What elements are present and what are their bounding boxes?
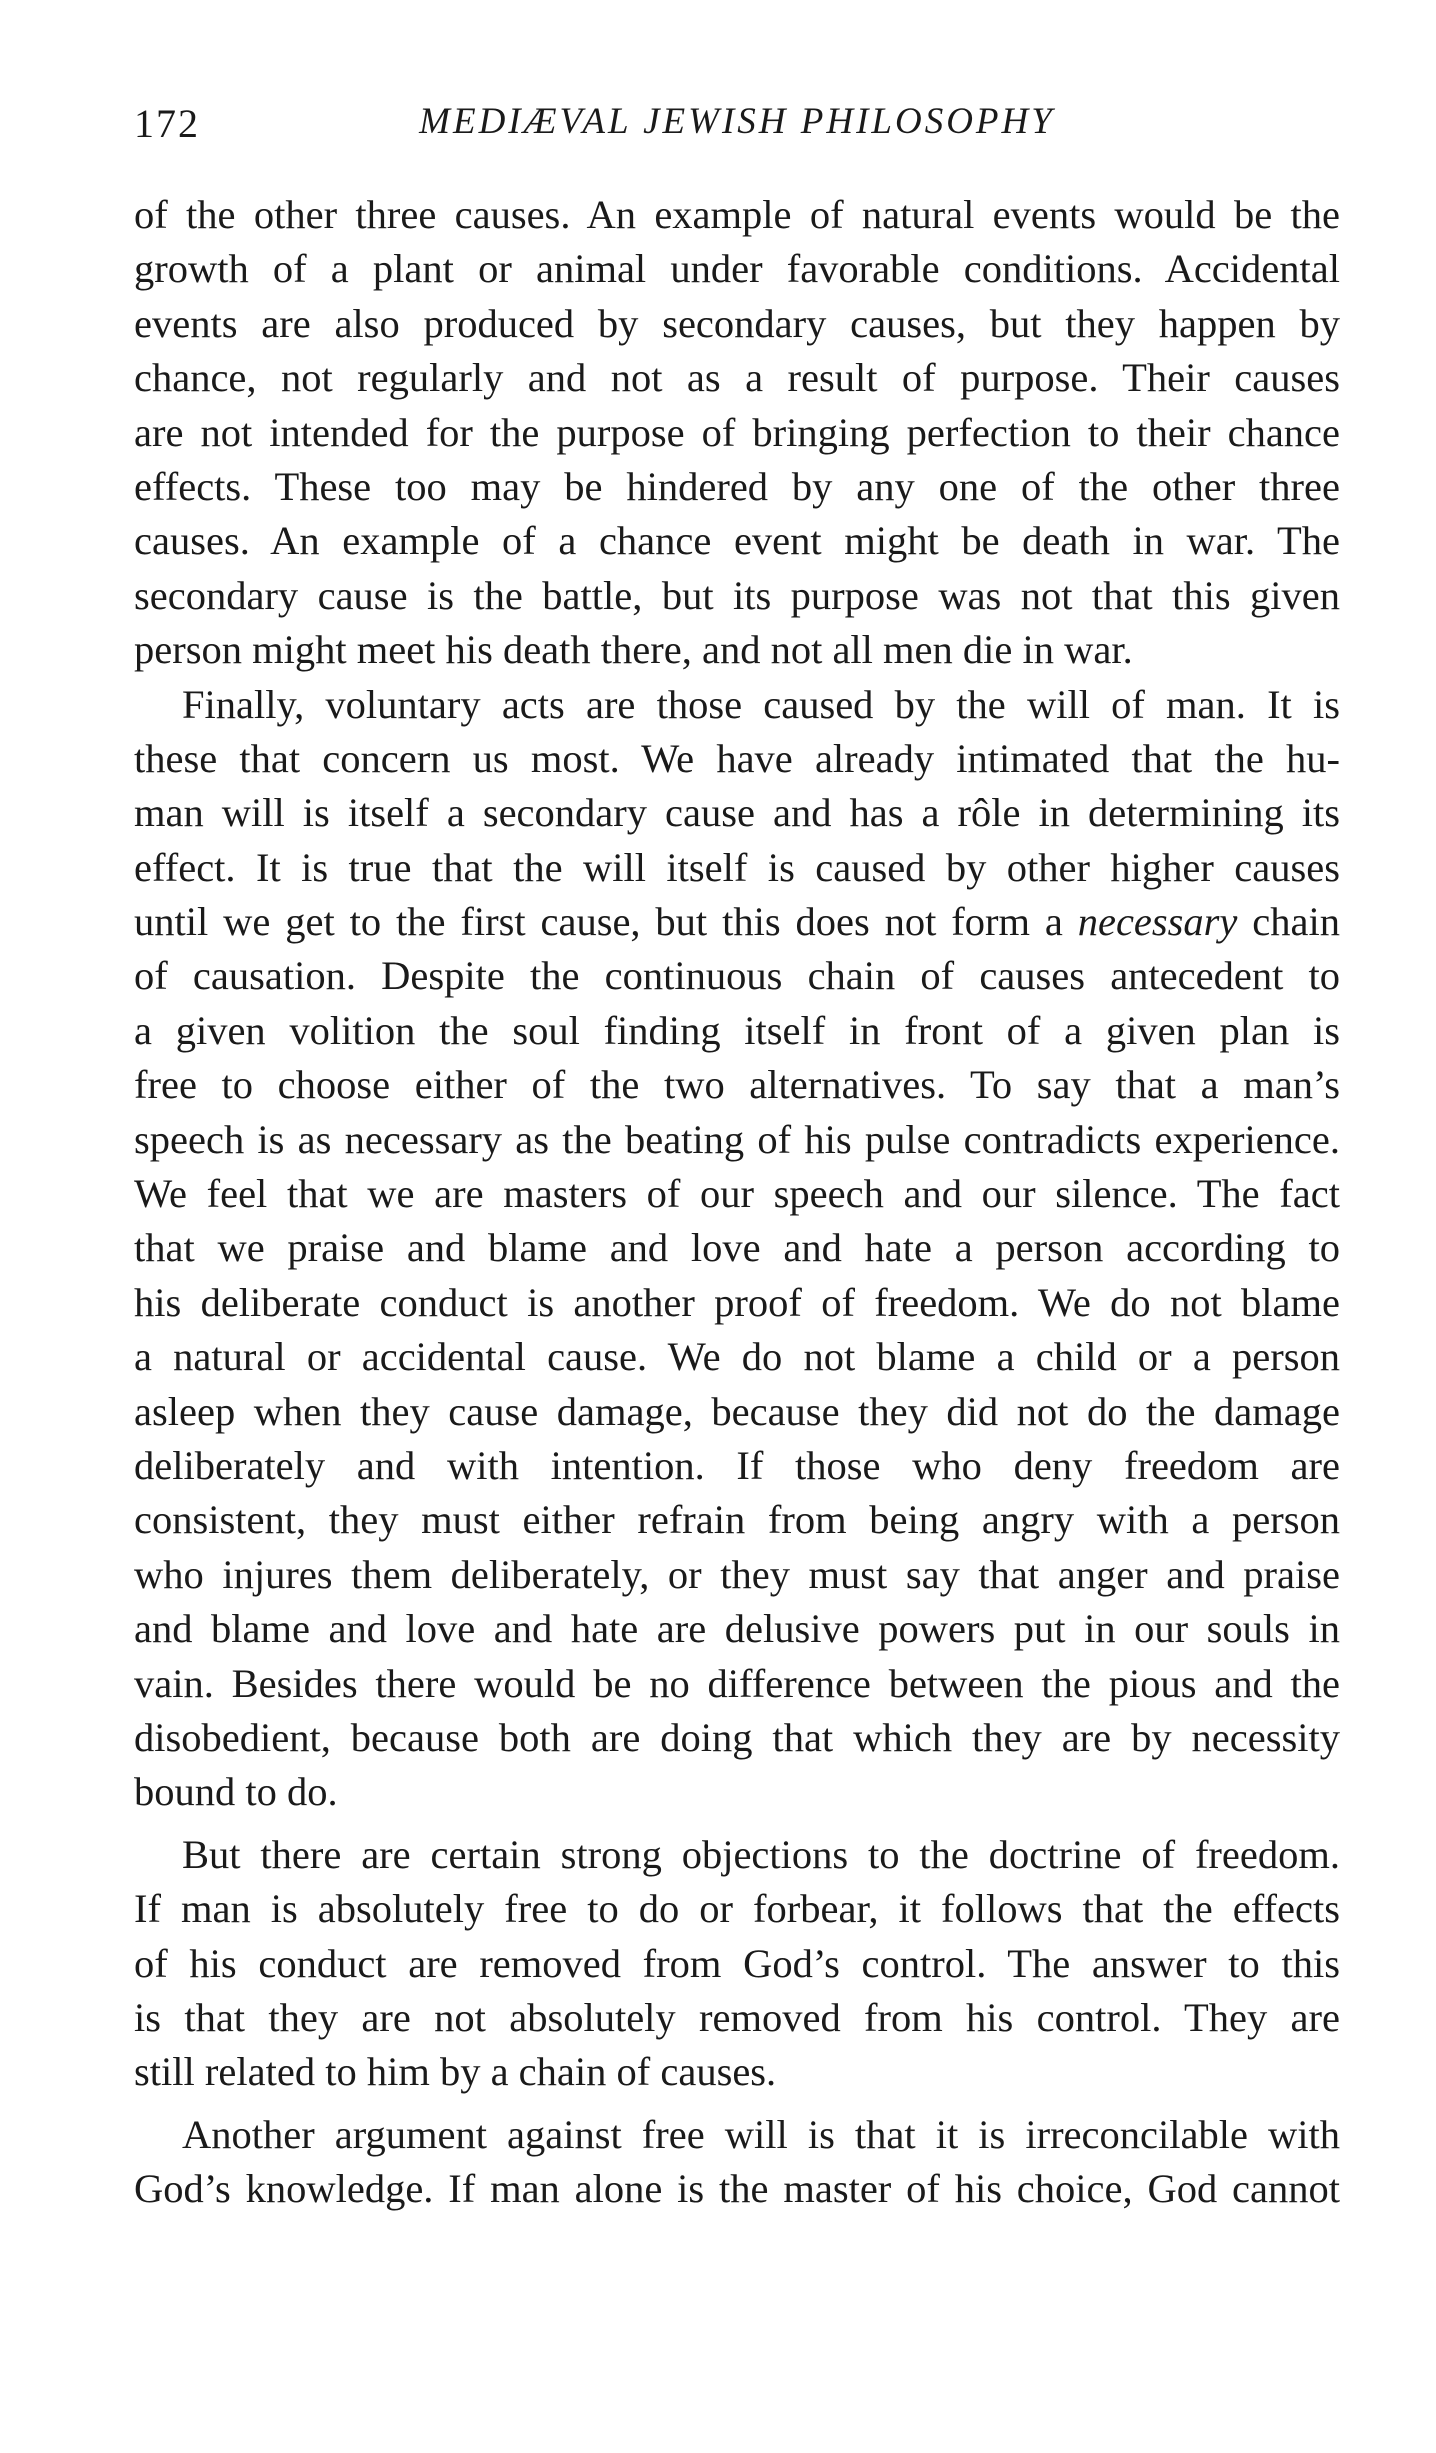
running-title: MEDIÆVAL JEWISH PHILOSOPHY (419, 101, 1055, 142)
text-line: secondary cause is the battle, but its purpose was not that this given (134, 572, 1340, 618)
text-line: effects. These too may be hindered by any one of the other three (134, 463, 1340, 509)
paragraph-3 (134, 1828, 1340, 2100)
text-line: of the other three causes. An example of natural events would be the (134, 192, 1340, 237)
text-line: If man is absolutely free to do or forbear, it follows that the effects (134, 1886, 1340, 1932)
page-header (134, 100, 1340, 160)
text-line: consistent, they must either refrain from being angry with a person (134, 1497, 1340, 1543)
text-segment: until we get to the first cause, but this does not form a (134, 899, 1063, 945)
text-line: speech is as necessary as the beating of his pulse contradicts experience. (134, 1116, 1340, 1162)
text-line: man will is itself a secondary cause and has a rôle in determining its (134, 790, 1340, 836)
text-line-with-italic (134, 895, 1340, 949)
text-line: We feel that we are masters of our speech and our silence. The fact (134, 1171, 1340, 1217)
text-line: that we praise and blame and love and hate a person according to (134, 1225, 1340, 1271)
text-line: these that concern us most. We have already intimated that the hu- (134, 735, 1340, 781)
text-line: growth of a plant or animal under favorable conditions. Accidental (134, 246, 1340, 292)
text-segment: chain (1252, 899, 1341, 945)
text-line: are not intended for the purpose of bringing perfection to their chance (134, 409, 1340, 455)
text-line: of his conduct are removed from God’s control. The answer to this (134, 1940, 1340, 1986)
text-line: Another argument against free will is that it is irreconcilable with (182, 2111, 1340, 2157)
text-line: deliberately and with intention. If those who deny freedom are (134, 1442, 1340, 1488)
paragraph-spacer (134, 2100, 1340, 2108)
text-line: bound to do. (134, 1769, 338, 1815)
italic-word: necessary (1077, 899, 1238, 945)
text-line: free to choose either of the two alternatives. To say that a man’s (134, 1062, 1340, 1108)
paragraph-1 (134, 188, 1340, 678)
text-line: events are also produced by secondary causes, but they happen by (134, 300, 1340, 346)
text-line: is that they are not absolutely removed from his control. They are (134, 1994, 1340, 2040)
text-line: vain. Besides there would be no difference between the pious and the (134, 1660, 1340, 1706)
text-line: who injures them deliberately, or they must say that anger and praise (134, 1551, 1340, 1597)
text-line: But there are certain strong objections to the doctrine of freedom. (182, 1831, 1340, 1877)
text-line: person might meet his death there, and not all men die in war. (134, 627, 1133, 673)
text-line: Finally, voluntary acts are those caused by the will of man. It is (182, 681, 1340, 727)
text-line: and blame and love and hate are delusive powers put in our souls in (134, 1606, 1340, 1652)
text-line: a natural or accidental cause. We do not blame a child or a person (134, 1334, 1340, 1380)
text-line: of causation. Despite the continuous chain of causes antecedent to (134, 953, 1340, 999)
paragraph-4 (134, 2108, 1340, 2217)
text-line: asleep when they cause damage, because they did not do the damage (134, 1388, 1340, 1434)
text-line: effect. It is true that the will itself is caused by other higher causes (134, 844, 1340, 890)
paragraph-spacer (134, 1820, 1340, 1828)
text-line: God’s knowledge. If man alone is the master of his choice, God cannot (134, 2166, 1340, 2212)
text-line: a given volition the soul finding itself in front of a given plan is (134, 1007, 1340, 1053)
body-text (134, 188, 1340, 2216)
text-line: his deliberate conduct is another proof of freedom. We do not blame (134, 1279, 1340, 1325)
text-line: still related to him by a chain of causes. (134, 2049, 777, 2095)
page-number: 172 (134, 101, 200, 146)
text-line: chance, not regularly and not as a result of purpose. Their causes (134, 355, 1340, 401)
paragraph-2 (134, 678, 1340, 1820)
text-line: disobedient, because both are doing that which they are by necessity (134, 1714, 1340, 1760)
text-line: causes. An example of a chance event might be death in war. The (134, 518, 1340, 564)
